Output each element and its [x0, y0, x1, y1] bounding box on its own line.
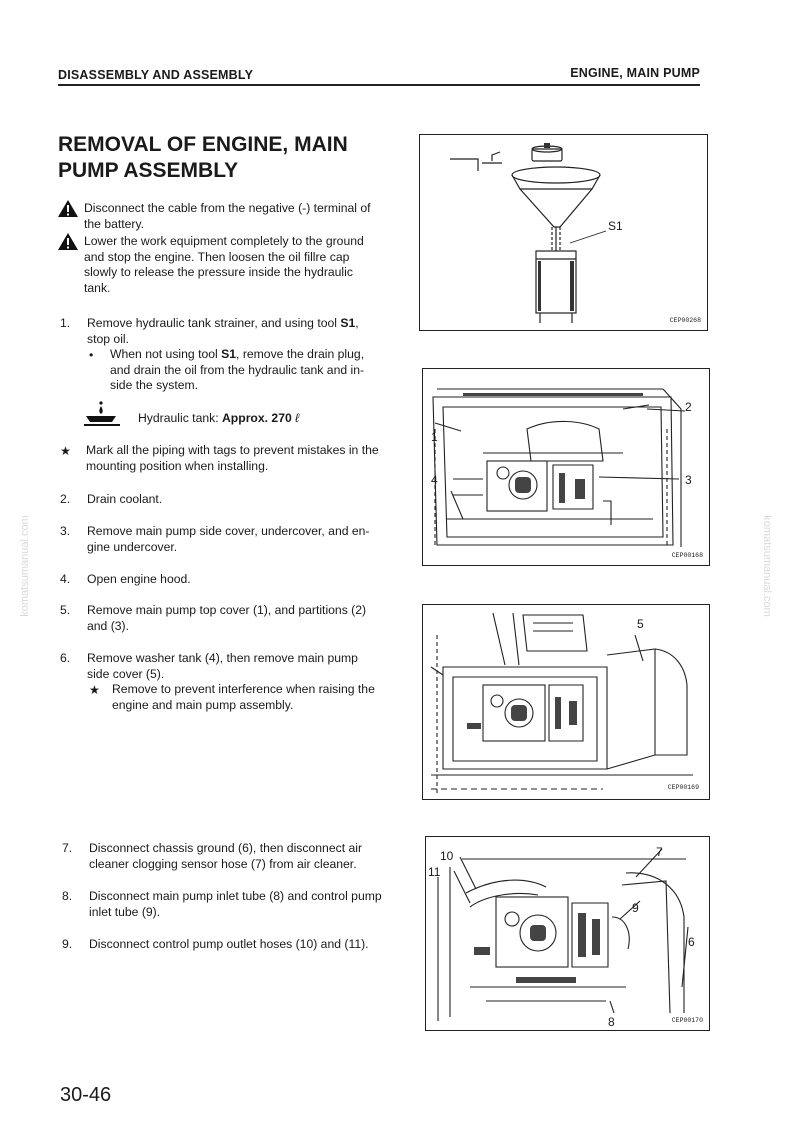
star-icon: ★ [89, 683, 100, 697]
callout-label: 6 [688, 935, 695, 949]
callout-label: 9 [632, 901, 639, 915]
callout-label: 10 [440, 849, 454, 863]
header-chapter-title: ENGINE, MAIN PUMP [570, 66, 700, 80]
step-2-text: Drain coolant. [87, 492, 163, 506]
figure-pump-compartment-drawing [423, 369, 709, 565]
step-7-text: Disconnect chassis ground (6), then disconnect air cleaner clogging sensor hose (7) from air cleaner. [89, 841, 363, 871]
figure-code: CEP00168 [671, 552, 703, 559]
page-title-line-2: PUMP ASSEMBLY [58, 159, 239, 182]
callout-label: 2 [685, 400, 692, 414]
step-8-text: Disconnect main pump inlet tube (8) and control pump inlet tube (9). [89, 889, 382, 919]
step-4-text: Open engine hood. [87, 572, 191, 586]
callout-label: S1 [608, 219, 623, 233]
step-3-text: Remove main pump side cover, undercover, and en- gine undercover. [87, 524, 370, 554]
figure-side-cover-drawing [423, 605, 709, 799]
callout-label: 3 [685, 473, 692, 487]
step-number: 8. [62, 889, 73, 903]
callout-label: 1 [431, 430, 438, 444]
warning-2-text: Lower the work equipment completely to the ground and stop the engine. Then loosen the oil fillre cap slowly to release the pressure inside the hydraulic tank. [84, 234, 364, 295]
step-number: 2. [60, 492, 71, 506]
header-rule [58, 84, 700, 86]
figure-hoses-drawing [426, 837, 709, 1030]
step-6-note-text: Remove to prevent interference when raising the engine and main pump assembly. [112, 682, 375, 712]
callout-label: 11 [428, 865, 441, 879]
callout-label: 5 [637, 617, 644, 631]
star-note-text: Mark all the piping with tags to prevent mistakes in the mounting position when installing. [86, 443, 379, 473]
page-title-line-1: REMOVAL OF ENGINE, MAIN [58, 133, 348, 156]
step-1-sub-text: When not using tool S1, remove the drain plug, and drain the oil from the hydraulic tank and in- side the system. [110, 347, 365, 392]
figure-hoses [425, 836, 710, 1031]
step-number: 4. [60, 572, 71, 586]
oil-drain-icon [84, 400, 128, 431]
watermark-right: komatsumanual.com [760, 515, 773, 617]
oil-capacity-text: Hydraulic tank: Approx. 270 ℓ [138, 411, 300, 425]
bullet-dot: • [89, 348, 94, 362]
step-5-text: Remove main pump top cover (1), and partitions (2) and (3). [87, 603, 367, 633]
callout-label: 7 [656, 845, 663, 859]
figure-tank-strainer [419, 134, 708, 331]
warning-1-text: Disconnect the cable from the negative (-) terminal of the battery. [84, 201, 371, 231]
page-number: 30-46 [60, 1084, 112, 1106]
figure-pump-compartment [422, 368, 710, 566]
step-number: 9. [62, 937, 73, 951]
page-title [58, 132, 348, 184]
callout-label: 4 [431, 473, 438, 487]
step-9-text: Disconnect control pump outlet hoses (10) and (11). [89, 937, 369, 951]
figure-code: CEP00169 [667, 784, 699, 791]
warning-triangle-icon [58, 233, 78, 255]
figure-code: CEP00170 [671, 1017, 703, 1024]
star-icon: ★ [60, 444, 71, 458]
watermark-left: komatsumanual.com [18, 515, 31, 617]
step-number: 7. [62, 841, 73, 855]
header-section-title: DISASSEMBLY AND ASSEMBLY [58, 68, 254, 82]
step-6-text: Remove washer tank (4), then remove main pump side cover (5). [87, 651, 358, 681]
figure-code: CEP00268 [669, 317, 701, 324]
step-number: 1. [60, 316, 71, 330]
step-number: 3. [60, 524, 71, 538]
step-number: 6. [60, 651, 71, 665]
warning-triangle-icon [58, 200, 78, 222]
figure-tank-strainer-drawing [420, 135, 707, 330]
step-number: 5. [60, 603, 71, 617]
callout-label: 8 [608, 1015, 615, 1029]
step-1-text: Remove hydraulic tank strainer, and using tool S1, stop oil. [87, 316, 359, 346]
figure-side-cover [422, 604, 710, 800]
